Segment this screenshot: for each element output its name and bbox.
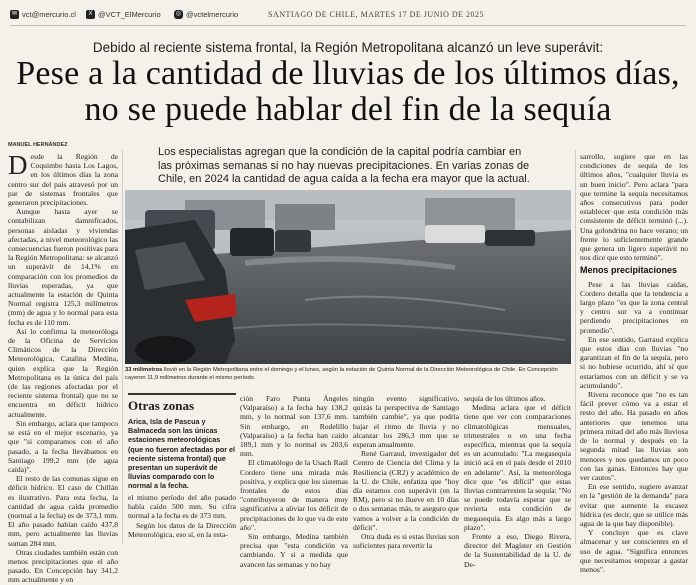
mail-icon: ✉ (11, 11, 18, 17)
instagram-contact (174, 10, 238, 19)
paragraph: Según los datos de la Dirección Meteorológica, eso sí, en la esta- (128, 520, 236, 539)
column-4 (353, 394, 459, 551)
column-3 (240, 394, 348, 569)
paragraph: El climatólogo de la Usach Raúl Cordero tiene una mirada más positiva, y explica que los sistemas frontales de estos días "contribuyeron de manera muy significativa a aliviar los déficit de precipitaciones de lo que va de este año". (240, 458, 348, 532)
paragraph: ción Faro Punta Ángeles (Valparaíso) a la fecha hay 138,2 mm, y lo normal son 137,6 mm. Sin embargo, en Rodelillo (Valparaíso) a la fecha han caído 189,1 mm y lo normal es 203,6 mm. (240, 394, 348, 459)
twitter-contact (86, 10, 161, 19)
paragraph: Y concluye que es clave almacenar y ser conscientes en el uso de agua. "Significa entonces que necesitamos empezar a gastar menos". (580, 528, 688, 574)
paragraph: ningún evento significativo, quizás la perspectiva de Santiago también cambie", ya que podría bajar el ritmo de lluvia y no alcanzar los 286,3 mm que se esperan anualmente. (353, 394, 459, 450)
column-2 (128, 493, 236, 544)
paragraph: Otra duda es si estas lluvias son suficientes para revertir la (353, 532, 459, 551)
column-1 (8, 150, 118, 585)
paragraph: Así lo confirma la meteoróloga de la Oficina de Servicios Climáticos de la Dirección Meteorológica, Catalina Medina, quien explica que la Región Metropolitana es la única del país (de las regiones afectadas por el reciente sistema frontal) que no se encuentra en déficit hídrico actualmente. (8, 326, 118, 419)
paragraph: En ese sentido, sugiere avanzar en la "gestión de la demanda" para evitar que aumente la escasez hídrica (es decir, que se utilice más agua de la que hay disponible). (580, 482, 688, 528)
header-rule (10, 25, 686, 26)
sidebar-title: Otras zonas (128, 393, 236, 414)
instagram-icon: ◎ (175, 11, 182, 17)
paragraph: Aunque hasta ayer se contabilizan damnificados, personas aisladas y viviendas afectadas, a nivel meteorológico las consecuencias fueron positivas para la Región Metropolitana: se alcanzó un superávit de 14,1% en comparación con los promedios de lluvias esperadas, ya que actualmente la estación de Quinta Normal registra 125,3 milímetros (mm) de agua y lo normal para esta fecha es de 110 mm. (8, 207, 118, 327)
page-header (10, 6, 686, 24)
caption-text: llovió en la Región Metropolitana entre el domingo y el lunes, según la estación de Quinta Normal de la Dirección Meteorológica de Chile. En Concepción cayeron 11,9 milímetros durante el mismo período. (125, 367, 558, 381)
paragraph: Desde la Región de Coquimbo hasta Los Lagos, en los últimos días la zona centro sur del país atravesó por un par de sistemas frontales que generaron precipitaciones. (8, 150, 118, 208)
paragraph: En ese sentido, Garraud explica que estos días con lluvias "no garantizan el fin de la sequía, pero si no hubiese ocurrido, ahí sí que estaríamos con un déficit y se va acumulando". (580, 334, 688, 390)
sidebar-box (128, 393, 236, 491)
paragraph: Sin embargo, Medina también precisa que "esta condición va cambiando. Y si a medida que avancen las semanas y no hay (240, 532, 348, 569)
kicker: Debido al reciente sistema frontal, la Región Metropolitana alcanzó un leve superávit: (92, 40, 604, 55)
email-text: vct@mercurio.cl (22, 10, 76, 19)
paragraph: Medina aclara que el déficit tiene que ver con comparaciones climatológicas mensuales, trimestrales o en una fecha específica, mientras que la sequía es un acumulado: "La megasequía inició acá en el país desde el 2010 en adelante". Así, la meteoróloga dice que "es difícil" que estas lluvias contrarresten la sequía: "No se puede todavía esperar que se revierta esta condición de megasequía. Es algo más a largo plazo". (464, 403, 571, 532)
paragraph: el mismo período del año pasado había caído 500 mm. Su cifra normal a la fecha es de 373 mm. (128, 493, 236, 521)
column-divider (122, 150, 123, 544)
news-photo (125, 190, 571, 364)
caption-highlight: 33 milímetros (125, 367, 163, 373)
paragraph: René Garraud, investigador del Centro de Ciencia del Clima y la Resiliencia (CR2) y académico de la U. de Chile, enfatiza que "hoy día estamos con superávit (en la RM), pero si no llueve en 10 días o dos semanas más, te aseguro que vamos a volver a la condición de déficit". (353, 449, 459, 532)
dateline: SANTIAGO DE CHILE, MARTES 17 DE JUNIO DE 2025 (268, 10, 485, 19)
paragraph: Pese a las lluvias caídas, Cordero detalla que la tendencia a largo plazo "es que la zona central y centro sur va a continuar perdiendo precipitaciones en promedio". (580, 279, 688, 335)
paragraph: Otras ciudades también están con menos precipitaciones que el año pasado. En Concepción hay 341,2 mm actualmente y en (8, 547, 118, 585)
paragraph: Sin embargo, aclara que tampoco se está en el mejor escenario, ya que "si comparamos con el año pasado, a la fecha llevábamos en Santiago 199,2 mm (de agua caída)". (8, 418, 118, 474)
instagram-text: @vctelmercurio (186, 10, 239, 19)
subheading: Menos precipitaciones (580, 265, 678, 276)
drop-cap: D (8, 150, 28, 180)
byline: MANUEL HERNÁNDEZ (8, 142, 68, 148)
x-icon: X (86, 10, 95, 19)
column-divider (575, 150, 576, 544)
paragraph: sarrollo, sugiere que en las condiciones de sequía de los últimos años, "cualquier lluvia es un buen inicio". Pero aclara "para que termine la sequía necesitamos años consecutivos para poder establecer que esta condición más consistente de déficit terminó (...). Una golondrina no hace verano; un frente lo suficientemente grande que genera un ligero superávit no nos dice que esto terminó". (580, 152, 688, 263)
email-contact (10, 10, 76, 19)
flooded-street-image (125, 190, 571, 364)
paragraph: El resto de las comunas sigue en déficit hídrico. El caso de Chillán es ilustrativo. Para esta fecha, la cantidad de agua caída promedio (normal a la fecha) es de 373,1 mm. El año pasado habían caído 437,8 mm, pero actualmente las lluvias suman 284 mm. (8, 474, 118, 548)
column-6 (580, 152, 688, 574)
paragraph: Frente a eso, Diego Rivera, director del Magíster en Gestión de la Sustentabilidad de la U. de De- (464, 532, 571, 569)
paragraph: Rivera reconoce que "no es tan fácil prever cómo va a estar el resto del año. Ha pasado en años anteriores que tenemos una primera mitad del año más lluviosa de lo normal y después en la segunda mitad las lluvias son menores y nos quedamos un poco con las ganas. Entonces hay que ver cautos". (580, 390, 688, 482)
sidebar-body: Arica, Isla de Pascua y Balmaceda son las únicas estaciones meteorológicas (que no fueron afectadas por el reciente sistema frontal) que presentan un superávit de lluvias comparado con lo normal a la fecha. (128, 417, 236, 491)
headline: Pese a la cantidad de lluvias de los últimos días, no se puede hablar del fin de la sequía (16, 55, 680, 128)
column-5 (464, 394, 571, 569)
photo-caption (125, 367, 571, 383)
paragraph: sequía de los últimos años. (464, 394, 546, 403)
twitter-text: @VCT_ElMercurio (98, 10, 161, 19)
lead-paragraph: Los especialistas agregan que la condición de la capital podría cambiar en las próximas semanas si no hay nuevas precipitaciones. En varias zonas de Chile, en 2024 la cantidad de agua caída a la fecha era mayor que la actual. (158, 146, 530, 186)
